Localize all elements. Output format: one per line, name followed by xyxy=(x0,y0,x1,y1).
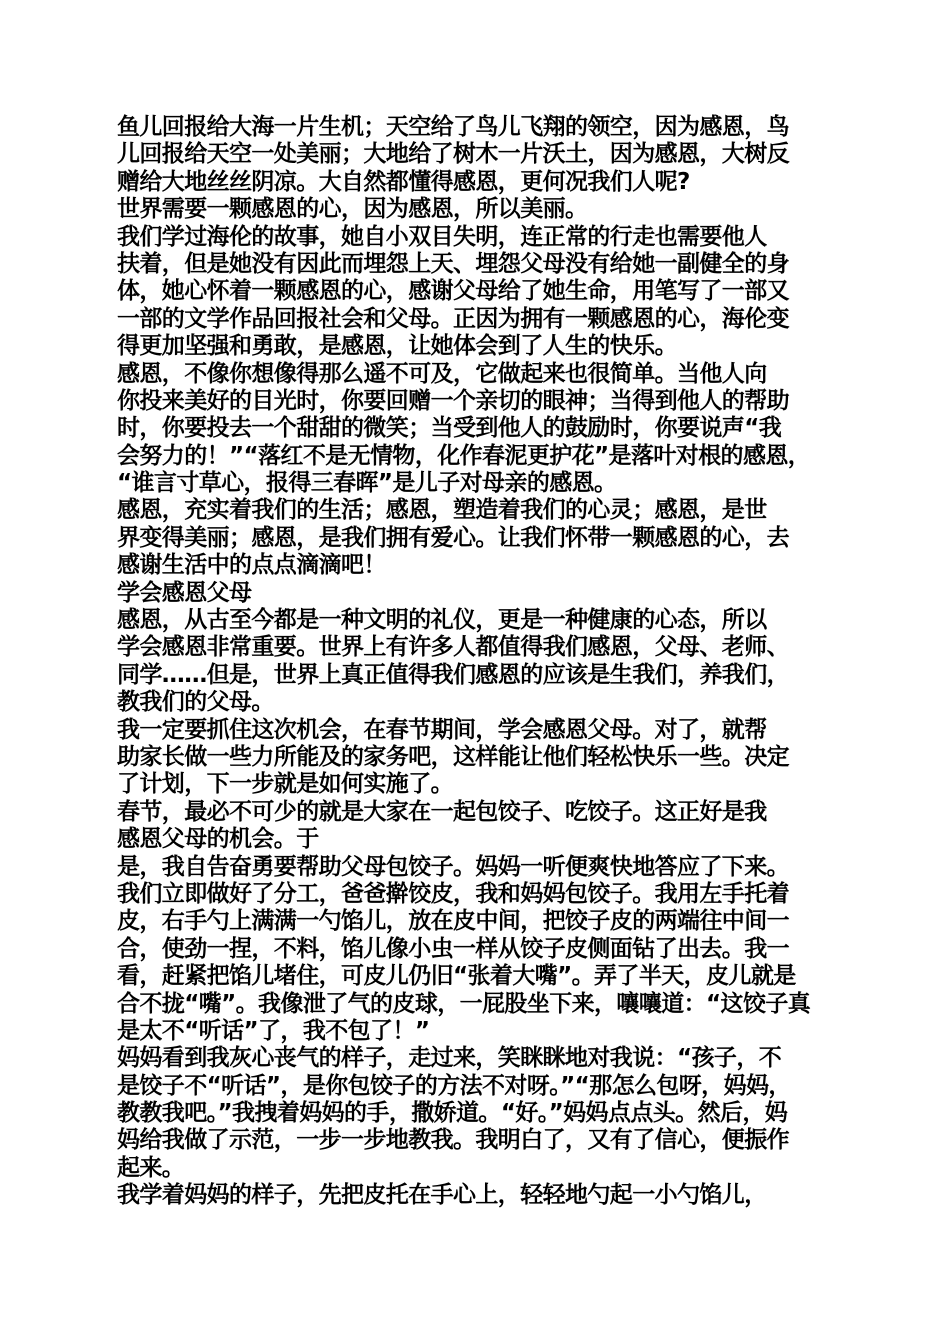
text-line: 鱼儿回报给大海一片生机；天空给了鸟儿飞翔的领空，因为感恩，鸟 xyxy=(117,114,790,140)
text-line: 起来。 xyxy=(117,1154,185,1181)
document-body xyxy=(117,114,837,1210)
text-line: 扶着，但是她没有因此而埋怨上天、埋怨父母没有给她一副健全的身 xyxy=(117,250,790,277)
text-line: 会努力的！”“落红不是无情物，化作春泥更护花”是落叶对根的感恩， xyxy=(117,442,811,469)
text-line: 界变得美丽；感恩，是我们拥有爱心。让我们怀带一颗感恩的心，去 xyxy=(117,524,790,551)
text-line: “谁言寸草心，报得三春晖”是儿子对母亲的感恩。 xyxy=(117,470,617,497)
section-heading: 学会感恩父母 xyxy=(117,579,252,606)
text-line: 合不拢“嘴”。我像泄了气的皮球，一屁股坐下来，嚷嚷道：“这饺子真 xyxy=(117,990,811,1017)
text-line: 得更加坚强和勇敢，是感恩，让她体会到了人生的快乐。 xyxy=(117,333,678,360)
text-line: 时，你要投去一个甜甜的微笑；当受到他人的鼓励时，你要说声“我 xyxy=(117,415,782,442)
text-line: 合，使劲一捏，不料，馅儿像小虫一样从饺子皮侧面钻了出去。我一 xyxy=(117,935,790,962)
text-line: 你投来美好的目光时，你要回赠一个亲切的眼神；当得到他人的帮助 xyxy=(117,387,790,414)
text-line: 我们立即做好了分工，爸爸擀饺皮，我和妈妈包饺子。我用左手托着 xyxy=(117,880,790,907)
text-line: 一部的文学作品回报社会和父母。正因为拥有一颗感恩的心，海伦变 xyxy=(117,305,790,332)
text-line: 春节，最必不可少的就是大家在一起包饺子、吃饺子。这正好是我 xyxy=(117,798,767,825)
text-line: 体，她心怀着一颗感恩的心，感谢父母给了她生命，用笔写了一部又 xyxy=(117,278,790,305)
text-line: 感恩，从古至今都是一种文明的礼仪，更是一种健康的心态，所以 xyxy=(117,607,767,634)
text-line: 妈妈看到我灰心丧气的样子，走过来，笑眯眯地对我说：“孩子，不 xyxy=(117,1045,782,1072)
text-line: 是，我自告奋勇要帮助父母包饺子。妈妈一听便爽快地答应了下来。 xyxy=(117,853,790,880)
text-line: 是太不“听话”了，我不包了！” xyxy=(117,1017,430,1044)
text-line: 感恩父母的机会。于 xyxy=(117,826,319,853)
text-line: 赠给大地丝丝阴凉。大自然都懂得感恩，更何况我们人呢? xyxy=(117,168,690,195)
text-line: 学会感恩非常重要。世界上有许多人都值得我们感恩，父母、老师、 xyxy=(117,634,790,661)
text-line: 皮，右手勺上满满一勺馅儿，放在皮中间，把饺子皮的两端往中间一 xyxy=(117,908,790,935)
text-line: 感谢生活中的点点滴滴吧！ xyxy=(117,552,386,579)
text-line: 助家长做一些力所能及的家务吧，这样能让他们轻松快乐一些。决定 xyxy=(117,743,790,770)
text-line: 儿回报给天空一处美丽；大地给了树木一片沃土，因为感恩，大树反 xyxy=(117,141,790,168)
text-line: 教教我吧。”我拽着妈妈的手，撒娇道。“好。”妈妈点点头。然后，妈 xyxy=(117,1100,788,1127)
text-line: 我学着妈妈的样子，先把皮托在手心上，轻轻地勺起一小勺馅儿， xyxy=(117,1182,767,1209)
text-line: 感恩，不像你想像得那么遥不可及，它做起来也很简单。当他人向 xyxy=(117,360,767,387)
text-line: 教我们的父母。 xyxy=(117,689,274,716)
text-line: 同学……但是，世界上真正值得我们感恩的应该是生我们，养我们， xyxy=(117,661,790,688)
text-line: 感恩，充实着我们的生活；感恩，塑造着我们的心灵；感恩，是世 xyxy=(117,497,767,524)
text-line: 是饺子不“听话”，是你包饺子的方法不对呀。”“那怎么包呀，妈妈， xyxy=(117,1072,791,1099)
text-line: 了计划，下一步就是如何实施了。 xyxy=(117,771,454,798)
text-line: 世界需要一颗感恩的心，因为感恩，所以美丽。 xyxy=(117,196,588,223)
text-line: 我一定要抓住这次机会，在春节期间，学会感恩父母。对了，就帮 xyxy=(117,716,767,743)
text-line: 妈给我做了示范，一步一步地教我。我明白了，又有了信心，便振作 xyxy=(117,1127,790,1154)
text-line: 看，赶紧把馅儿堵住，可皮儿仍旧“张着大嘴”。弄了半天，皮儿就是 xyxy=(117,963,796,990)
text-line: 我们学过海伦的故事，她自小双目失明，连正常的行走也需要他人 xyxy=(117,223,767,250)
